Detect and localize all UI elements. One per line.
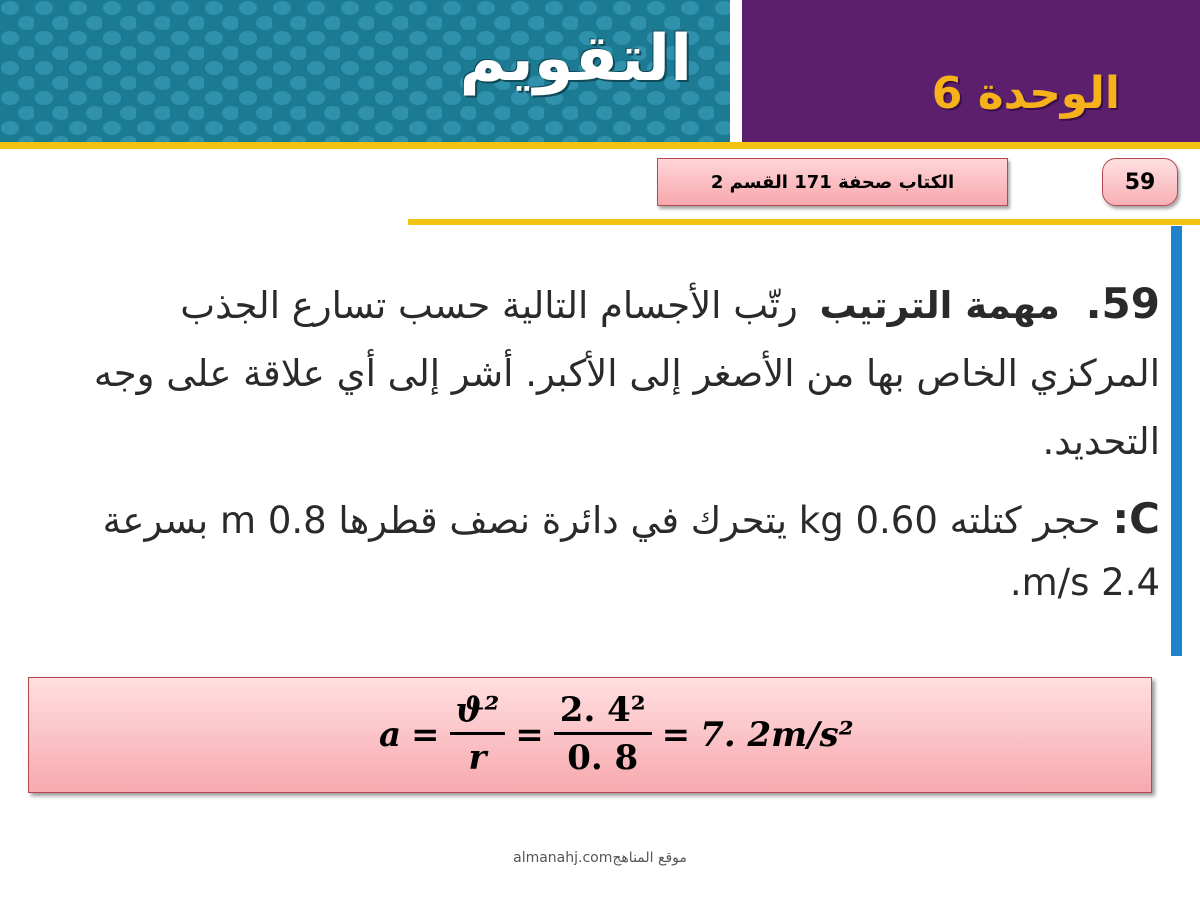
question-number-badge <box>1102 158 1178 206</box>
book-reference-box <box>657 158 1008 206</box>
gold-divider-lower <box>408 219 1200 225</box>
formula-lhs: a <box>379 714 402 755</box>
unit-title: الوحدة 6 <box>931 68 1120 119</box>
fraction-numerator: ϑ² <box>450 688 506 735</box>
part-letter: C: <box>1112 494 1160 543</box>
question-text: رتّب الأجسام التالية حسب تسارع الجذب المركزي الخاص بها من الأصغر إلى الأكبر. أشر إلى أي علاقة على وجه التحديد. <box>93 284 1160 463</box>
fraction-numerator: 2. 4² <box>554 688 652 735</box>
equals-sign: = <box>411 714 440 755</box>
gold-divider-top <box>0 142 1200 149</box>
equals-sign: = <box>515 714 544 755</box>
blue-side-bar <box>1171 226 1182 656</box>
question-number: 59. <box>1085 279 1160 328</box>
part-text: حجر كتلته 0.60 kg يتحرك في دائرة نصف قطرها 0.8 m بسرعة 2.4 m/s. <box>102 499 1160 604</box>
fraction-denominator: r <box>468 738 487 778</box>
header-divider <box>730 0 742 142</box>
question-number-text: 59 <box>1124 169 1156 195</box>
header-unit-banner <box>742 0 1200 142</box>
centripetal-formula <box>379 688 854 781</box>
part-c-paragraph <box>80 488 1160 614</box>
fraction-v2-over-r <box>450 688 506 781</box>
question-task-label: مهمة الترتيب <box>819 284 1060 327</box>
header-section-banner <box>0 0 730 142</box>
fraction-denominator: 0. 8 <box>567 738 639 778</box>
formula-result: 7. 2m/s² <box>700 714 854 755</box>
question-paragraph <box>80 270 1160 476</box>
answer-box <box>28 677 1152 793</box>
footer-site-credit: almanahj.comموقع المناهج <box>513 850 687 866</box>
fraction-values <box>554 688 652 781</box>
section-title: التقويم <box>459 22 692 96</box>
equals-sign: = <box>661 714 691 755</box>
book-reference-text: الكتاب صحفة 171 القسم 2 <box>710 171 955 193</box>
